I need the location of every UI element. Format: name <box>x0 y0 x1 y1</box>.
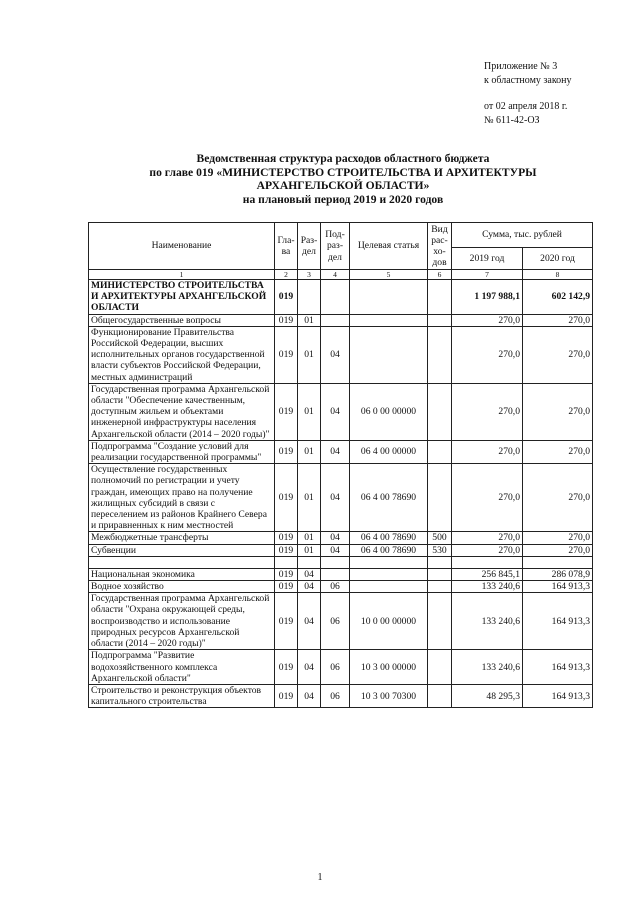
row-2020: 270,0 <box>523 464 593 532</box>
row-2020: 164 913,3 <box>523 581 593 593</box>
row-vid <box>428 684 452 707</box>
row-podrazdel: 06 <box>321 581 350 593</box>
table-row <box>89 383 593 440</box>
table-row <box>89 326 593 383</box>
row-name: Строительство и реконструкция объектов капитального строительства <box>89 684 275 707</box>
row-target: 10 3 00 70300 <box>350 684 428 707</box>
row-glava: 019 <box>275 650 298 685</box>
row-glava: 019 <box>275 568 298 580</box>
row-podrazdel: 06 <box>321 684 350 707</box>
row-target: 06 4 00 00000 <box>350 440 428 463</box>
column-number: 4 <box>321 270 350 280</box>
row-vid <box>428 581 452 593</box>
table-row <box>89 544 593 556</box>
row-razdel: 04 <box>298 568 321 580</box>
header-target: Целевая статья <box>350 223 428 270</box>
row-name: Государственная программа Архангельской области "Обеспечение качественным, доступным жильем и объектами инженерной инфраструктуры населения Архангельской области (2014 – 2020 годы)" <box>89 383 275 440</box>
header-2019: 2019 год <box>452 248 523 270</box>
appendix-number: № 611-42-ОЗ <box>484 114 540 126</box>
column-number: 6 <box>428 270 452 280</box>
title-line: по главе 019 «МИНИСТЕРСТВО СТРОИТЕЛЬСТВА И АРХИТЕКТУРЫ <box>149 165 537 179</box>
column-numbers-row <box>89 270 593 280</box>
row-razdel: 01 <box>298 544 321 556</box>
table-row <box>89 650 593 685</box>
row-glava: 019 <box>275 326 298 383</box>
row-name: Субвенции <box>89 544 275 556</box>
header-glava: Гла-ва <box>275 223 298 270</box>
header-2020: 2020 год <box>523 248 593 270</box>
row-vid <box>428 464 452 532</box>
row-name: Общегосударственные вопросы <box>89 314 275 326</box>
row-vid: 530 <box>428 544 452 556</box>
row-2020: 164 913,3 <box>523 684 593 707</box>
row-2020: 270,0 <box>523 440 593 463</box>
header-name: Наименование <box>89 223 275 270</box>
table-row <box>89 568 593 580</box>
row-vid <box>428 650 452 685</box>
row-name: Подпрограмма "Создание условий для реализации государственной программы" <box>89 440 275 463</box>
row-razdel <box>298 280 321 315</box>
row-2019: 270,0 <box>452 326 523 383</box>
table-row <box>89 440 593 463</box>
title-line: на плановый период 2019 и 2020 годов <box>242 192 444 206</box>
row-2019: 270,0 <box>452 544 523 556</box>
row-podrazdel: 04 <box>321 326 350 383</box>
row-2019: 1 197 988,1 <box>452 280 523 315</box>
row-2019: 270,0 <box>452 314 523 326</box>
row-glava: 019 <box>275 464 298 532</box>
row-razdel: 04 <box>298 581 321 593</box>
column-number: 5 <box>350 270 428 280</box>
row-2020: 286 078,9 <box>523 568 593 580</box>
row-2020: 270,0 <box>523 544 593 556</box>
row-2020: 270,0 <box>523 532 593 544</box>
table-row <box>89 280 593 315</box>
appendix-line: Приложение № 3 <box>484 61 558 72</box>
row-name: МИНИСТЕРСТВО СТРОИТЕЛЬСТВА И АРХИТЕКТУРЫ АРХАНГЕЛЬСКОЙ ОБЛАСТИ <box>89 280 275 315</box>
row-razdel: 01 <box>298 314 321 326</box>
row-name: Водное хозяйство <box>89 581 275 593</box>
appendix-date: от 02 апреля 2018 г. <box>484 101 568 112</box>
row-2019: 270,0 <box>452 532 523 544</box>
row-glava: 019 <box>275 280 298 315</box>
row-razdel: 01 <box>298 326 321 383</box>
table-row <box>89 593 593 650</box>
row-2020: 602 142,9 <box>523 280 593 315</box>
row-target <box>350 568 428 580</box>
row-podrazdel: 06 <box>321 650 350 685</box>
row-name: Межбюджетные трансферты <box>89 532 275 544</box>
row-podrazdel <box>321 568 350 580</box>
row-glava: 019 <box>275 544 298 556</box>
row-podrazdel: 04 <box>321 532 350 544</box>
row-target: 10 0 00 00000 <box>350 593 428 650</box>
row-glava: 019 <box>275 314 298 326</box>
row-2020: 270,0 <box>523 314 593 326</box>
row-podrazdel: 04 <box>321 383 350 440</box>
row-name: Государственная программа Архангельской области "Охрана окружающей среды, воспроизводство и использование природных ресурсов Архангельской области (2014 – 2020 годы)" <box>89 593 275 650</box>
page-number: 1 <box>317 872 323 883</box>
row-razdel: 01 <box>298 464 321 532</box>
table-row <box>89 581 593 593</box>
row-glava: 019 <box>275 383 298 440</box>
column-number: 1 <box>89 270 275 280</box>
row-name: Подпрограмма "Развитие водохозяйственного комплекса Архангельской области" <box>89 650 275 685</box>
table-row <box>89 464 593 532</box>
row-podrazdel: 04 <box>321 544 350 556</box>
row-target: 06 4 00 78690 <box>350 544 428 556</box>
row-glava: 019 <box>275 593 298 650</box>
column-number: 3 <box>298 270 321 280</box>
table-row <box>89 684 593 707</box>
row-vid <box>428 280 452 315</box>
row-podrazdel <box>321 314 350 326</box>
row-vid <box>428 593 452 650</box>
title-line: АРХАНГЕЛЬСКОЙ ОБЛАСТИ» <box>256 179 430 193</box>
appendix-line: к областному закону <box>484 74 572 86</box>
header-podrazdel: Под-раз-дел <box>321 223 350 270</box>
row-vid: 500 <box>428 532 452 544</box>
row-2020: 270,0 <box>523 326 593 383</box>
row-2019: 133 240,6 <box>452 581 523 593</box>
row-name: Национальная экономика <box>89 568 275 580</box>
row-target <box>350 581 428 593</box>
row-razdel: 01 <box>298 440 321 463</box>
column-number: 8 <box>523 270 593 280</box>
row-podrazdel <box>321 280 350 315</box>
row-razdel: 01 <box>298 383 321 440</box>
row-target: 06 4 00 78690 <box>350 532 428 544</box>
column-number: 2 <box>275 270 298 280</box>
row-podrazdel: 06 <box>321 593 350 650</box>
row-vid <box>428 326 452 383</box>
row-2019: 270,0 <box>452 440 523 463</box>
title-line: Ведомственная структура расходов областного бюджета <box>196 152 490 165</box>
header-razdel: Раз-дел <box>298 223 321 270</box>
header-vid: Вид рас-хо-дов <box>428 223 452 270</box>
row-target: 06 0 00 00000 <box>350 383 428 440</box>
row-2019: 256 845,1 <box>452 568 523 580</box>
row-glava: 019 <box>275 440 298 463</box>
row-vid <box>428 314 452 326</box>
row-target <box>350 280 428 315</box>
appendix-reference <box>484 60 572 127</box>
row-vid <box>428 440 452 463</box>
row-glava: 019 <box>275 581 298 593</box>
row-target: 06 4 00 78690 <box>350 464 428 532</box>
row-2019: 270,0 <box>452 383 523 440</box>
row-podrazdel: 04 <box>321 440 350 463</box>
row-2019: 270,0 <box>452 464 523 532</box>
row-target <box>350 326 428 383</box>
row-name: Функционирование Правительства Российской Федерации, высших исполнительных органов государственной власти субъектов Российской Федерации, местных администраций <box>89 326 275 383</box>
row-glava: 019 <box>275 532 298 544</box>
row-podrazdel: 04 <box>321 464 350 532</box>
column-number: 7 <box>452 270 523 280</box>
row-vid <box>428 568 452 580</box>
row-target <box>350 314 428 326</box>
row-2020: 164 913,3 <box>523 593 593 650</box>
row-razdel: 04 <box>298 593 321 650</box>
row-name: Осуществление государственных полномочий по регистрации и учету граждан, имеющих право на получение жилищных субсидий в связи с переселением из районов Крайнего Севера и приравненных к ним местностей <box>89 464 275 532</box>
row-razdel: 04 <box>298 650 321 685</box>
row-2019: 48 295,3 <box>452 684 523 707</box>
row-2019: 133 240,6 <box>452 593 523 650</box>
budget-table <box>88 222 593 708</box>
empty-row <box>89 556 593 568</box>
row-razdel: 01 <box>298 532 321 544</box>
row-2019: 133 240,6 <box>452 650 523 685</box>
row-razdel: 04 <box>298 684 321 707</box>
table-row <box>89 532 593 544</box>
row-2020: 164 913,3 <box>523 650 593 685</box>
row-target: 10 3 00 00000 <box>350 650 428 685</box>
row-2020: 270,0 <box>523 383 593 440</box>
row-glava: 019 <box>275 684 298 707</box>
row-vid <box>428 383 452 440</box>
document-title <box>88 152 598 206</box>
table-row <box>89 314 593 326</box>
header-sum: Сумма, тыс. рублей <box>452 223 593 248</box>
